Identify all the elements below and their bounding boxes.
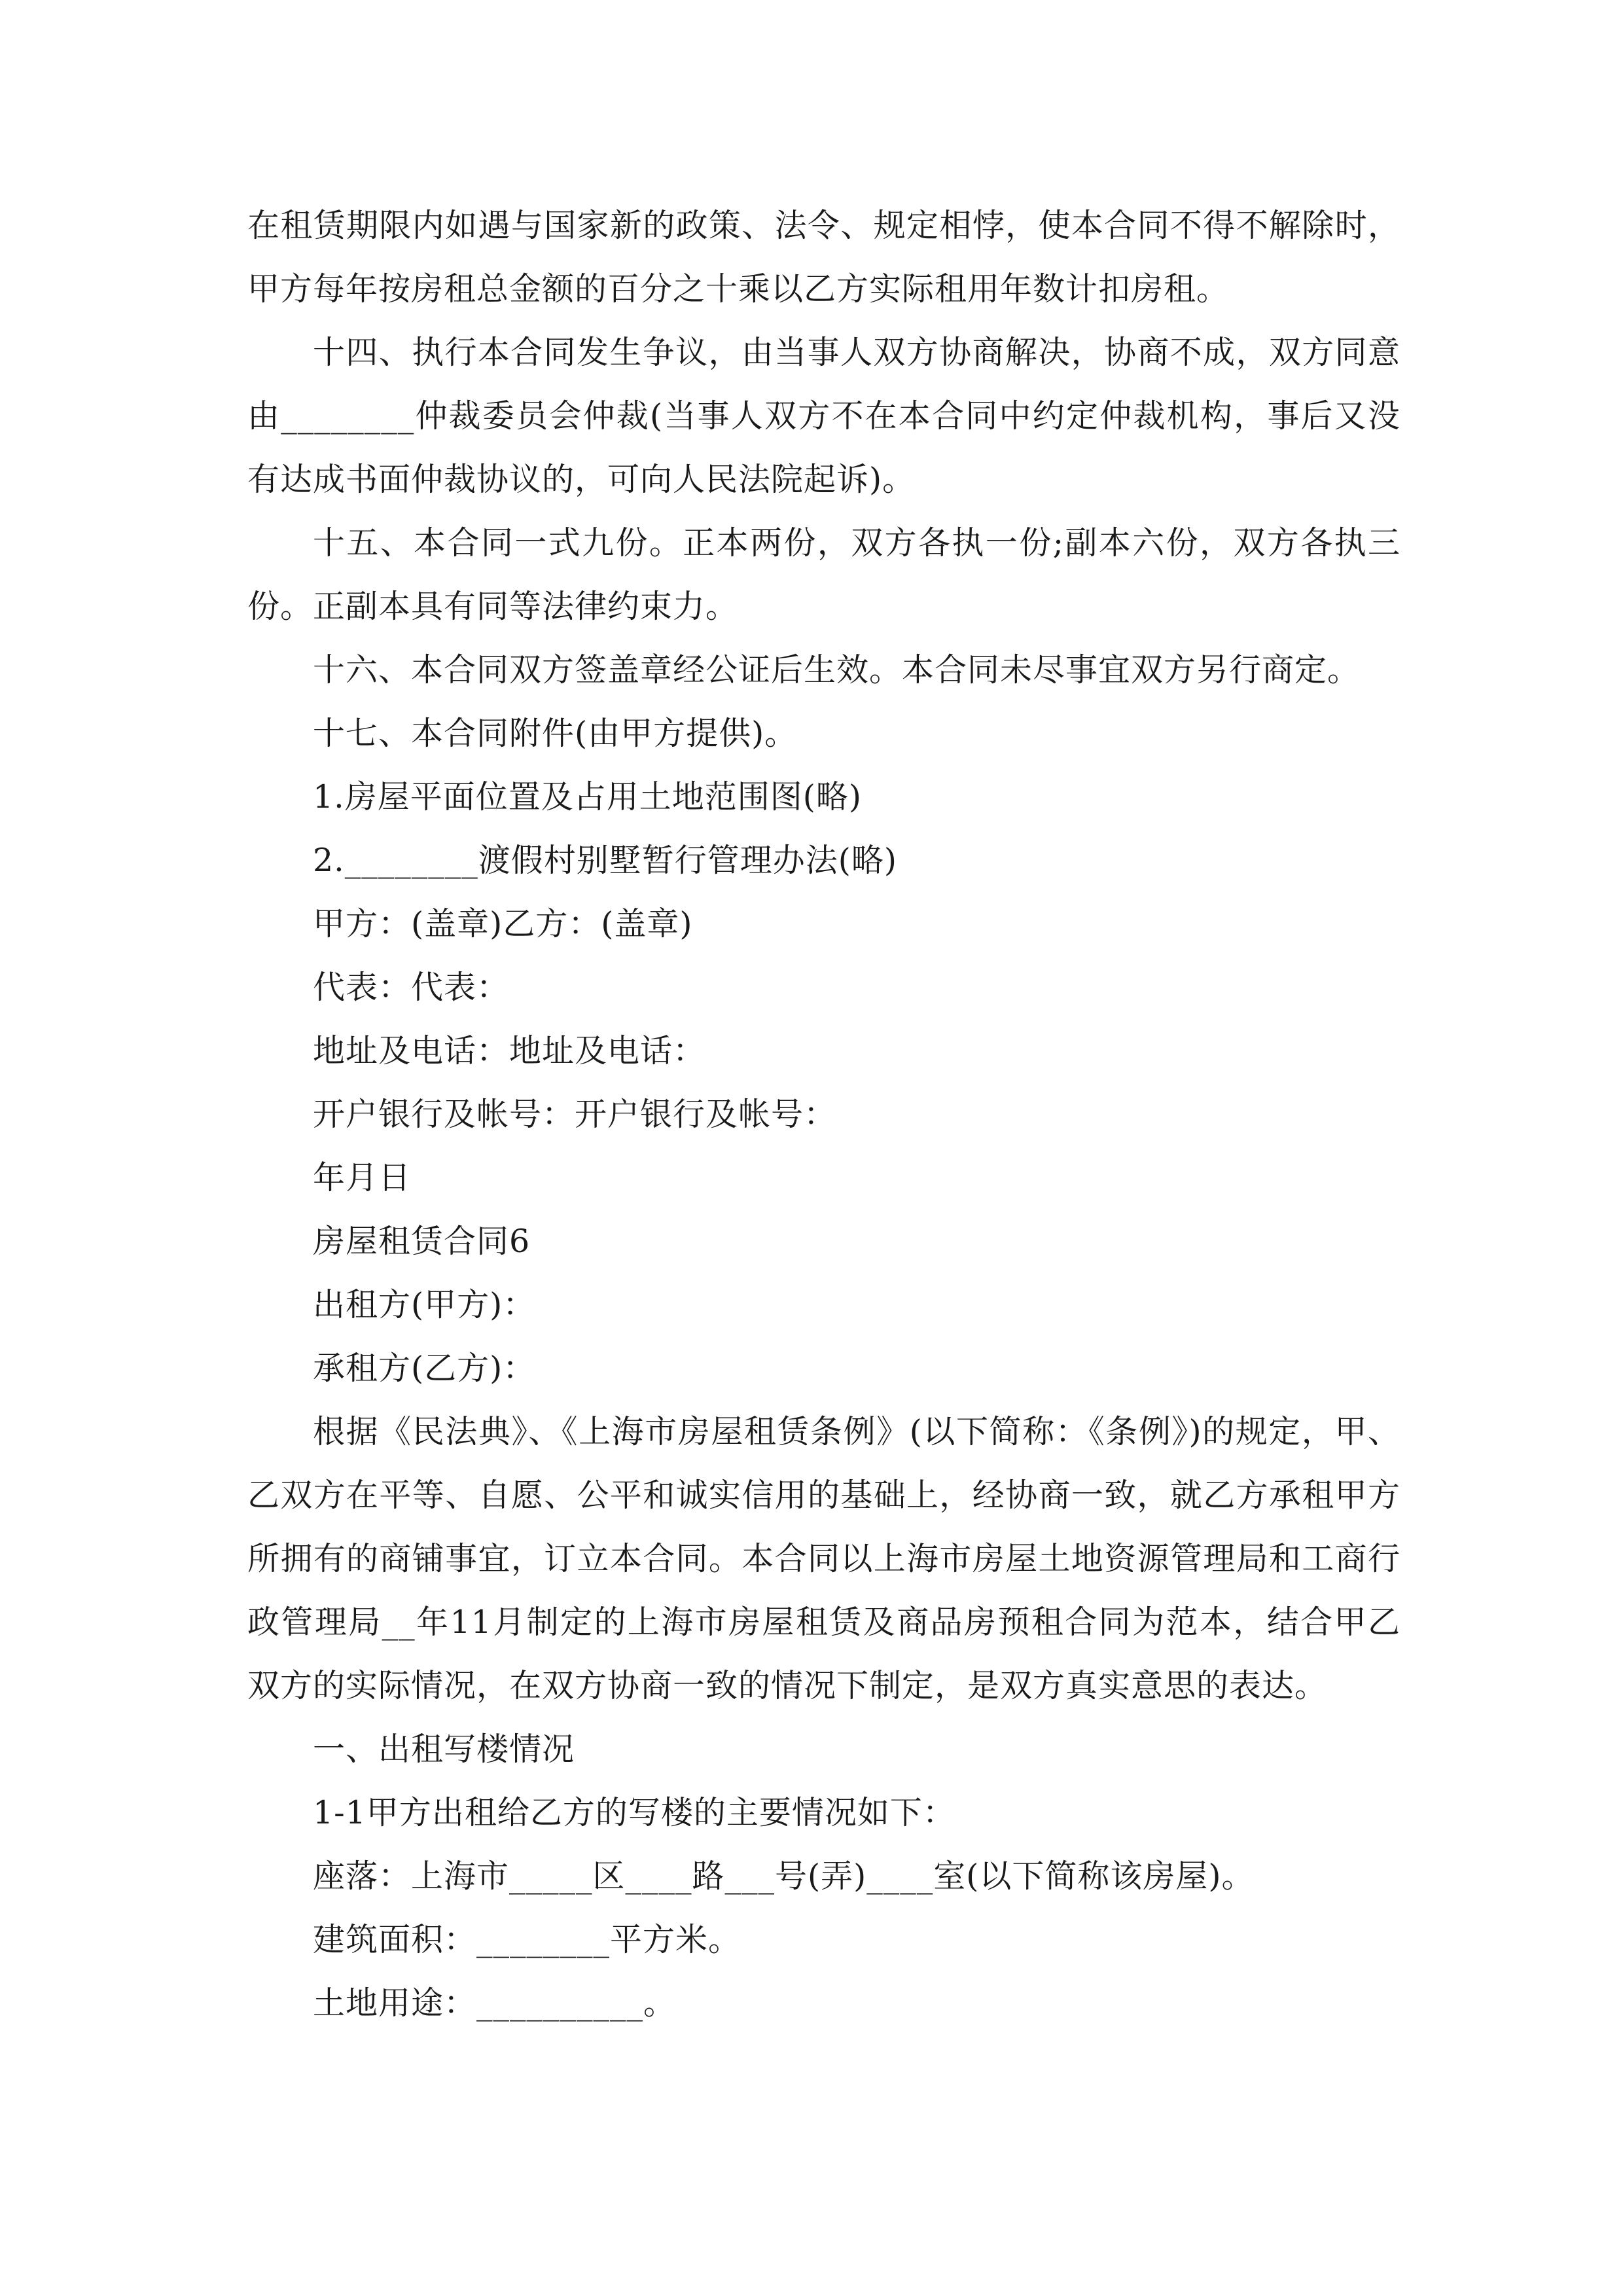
paragraph-clause-15-copies: 十五、本合同一式九份。正本两份，双方各执一份;副本六份，双方各执三份。正副本具有同等法律约束力。 bbox=[247, 524, 1400, 625]
paragraph-preamble: 根据《民法典》、《上海市房屋租赁条例》(以下简称：《条例》)的规定，甲、乙双方在平等、自愿、公平和诚实信用的基础上，经协商一致，就乙方承租甲方所拥有的商铺事宜，订立本合同。本合同以上海市房屋土地资源管理局和工商行政管理局__年11月制定的上海市房屋租赁及商品房预租合同为范本，结合甲乙双方的实际情况，在双方协商一致的情况下制定，是双方真实意思的表达。 bbox=[247, 1413, 1400, 1704]
paragraph-clause-14-dispute: 十四、执行本合同发生争议，由当事人双方协商解决，协商不成，双方同意由________仲裁委员会仲裁(当事人双方不在本合同中约定仲裁机构，事后又没有达成书面仲裁协议的，可向人民法院起诉)。 bbox=[247, 334, 1400, 498]
lessor-line: 出租方(甲方)： bbox=[313, 1286, 536, 1323]
paragraph-attachment-1: 1.房屋平面位置及占用土地范围图(略) bbox=[313, 778, 862, 816]
paragraph-clause-16-effective: 十六、本合同双方签盖章经公证后生效。本合同未尽事宜双方另行商定。 bbox=[313, 651, 1361, 689]
paragraph-attachment-2: 2.________渡假村别墅暂行管理办法(略) bbox=[313, 842, 897, 879]
signature-date: 年月日 bbox=[313, 1159, 412, 1196]
paragraph-termination-clause: 在租赁期限内如遇与国家新的政策、法令、规定相悖，使本合同不得不解除时，甲方每年按房租总金额的百分之十乘以乙方实际租用年数计扣房租。 bbox=[247, 207, 1400, 308]
contract-title: 房屋租赁合同6 bbox=[313, 1223, 531, 1260]
signature-bank-account: 开户银行及帐号：开户银行及帐号： bbox=[313, 1096, 837, 1133]
paragraph-1-1: 1-1甲方出租给乙方的写楼的主要情况如下： bbox=[313, 1794, 955, 1831]
field-location: 座落：上海市_____区____路___号(弄)____室(以下简称该房屋)。 bbox=[313, 1857, 1255, 1895]
paragraph-clause-17-attachments: 十七、本合同附件(由甲方提供)。 bbox=[313, 715, 798, 752]
signature-parties-seal: 甲方：(盖章)乙方：(盖章) bbox=[313, 905, 693, 942]
signature-address-phone: 地址及电话：地址及电话： bbox=[313, 1032, 706, 1069]
section-heading-1: 一、出租写楼情况 bbox=[313, 1731, 575, 1768]
field-land-use: 土地用途：__________。 bbox=[313, 1984, 677, 2022]
field-floor-area: 建筑面积：________平方米。 bbox=[313, 1921, 741, 1958]
signature-representatives: 代表：代表： bbox=[313, 969, 510, 1006]
lessee-line: 承租方(乙方)： bbox=[313, 1350, 536, 1387]
document-body bbox=[247, 194, 1400, 2035]
